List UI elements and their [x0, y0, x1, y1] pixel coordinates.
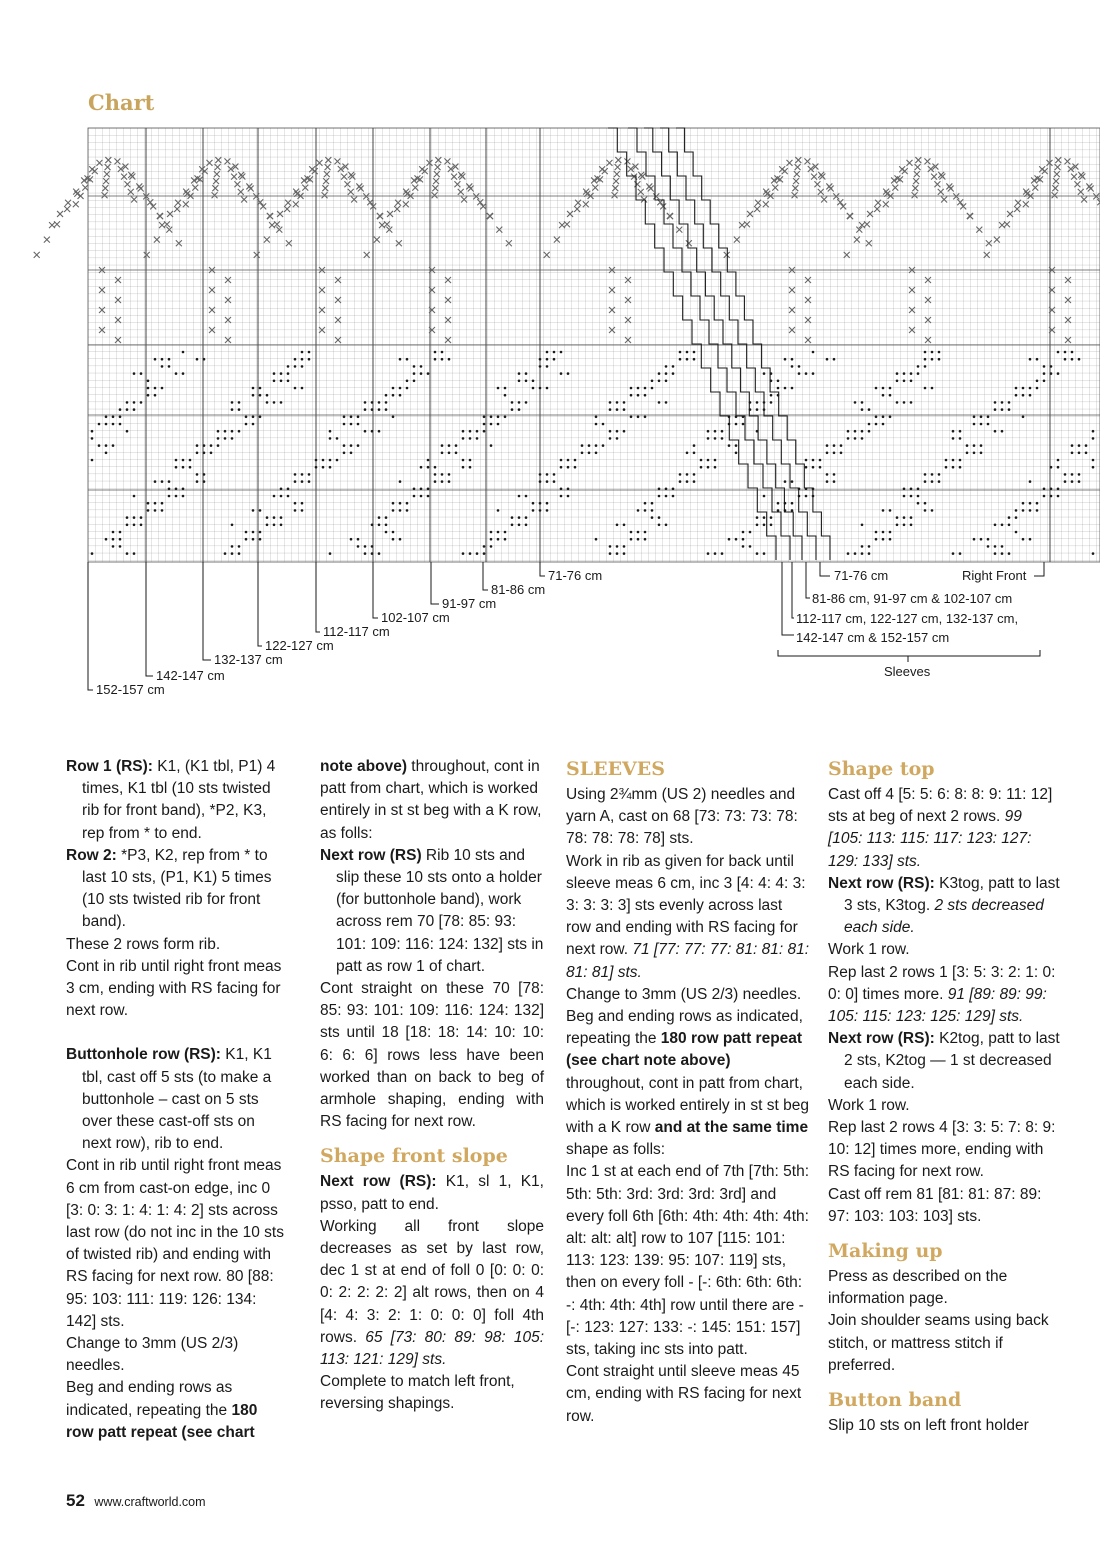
size-label-142-147 cm: 142-147 cm [156, 668, 225, 683]
button-band-text: Slip 10 sts on left front holder [828, 1417, 1029, 1435]
right-guide-line [778, 650, 1040, 656]
note-above: note above) [320, 758, 407, 775]
sleeve-size-label-1: 81-86 cm, 91-97 cm & 102-107 cm [812, 591, 1013, 606]
needle-change: Change to 3mm (US 2/3) needles. [66, 1335, 239, 1375]
cross-stitch [73, 201, 79, 207]
shape-front-slope-heading: Shape front slope [320, 1145, 508, 1168]
next-row-text: Rib 10 sts and slip these 10 sts onto a holder (for buttonhole band), work across rem 70 [78: 85: 93: 101: 109: 116: 124: 132] sts in patt as row 1 of chart. [336, 846, 544, 975]
column-2 [320, 756, 544, 1416]
right-guide-line [806, 562, 810, 598]
cross-stitch [64, 206, 70, 212]
sleeves-pattern-c: shape as folls: [566, 1141, 666, 1159]
size-label-81-86 cm: 81-86 cm [491, 582, 546, 597]
row2-heading: Row 2: [66, 846, 117, 864]
sleeves-cast-on: Using 2¾mm (US 2) needles and yarn A, cast on 68 [73: 73: 73: 78: 78: 78: 78: 78] sts. [566, 786, 798, 848]
column-3 [566, 756, 810, 1428]
top-repeat2: Rep last 2 rows 4 [3: 3: 5: 7: 8: 9: 10: 12] times more, ending with RS facing for next row. [828, 1119, 1056, 1181]
rib-note: These 2 rows form rib. [66, 935, 221, 953]
top-repeat-count: 91 [89: 89: 99: 105: 115: 123: 125: 129] sts. [828, 985, 1047, 1026]
top-next-row2-heading: Next row (RS): [828, 1030, 935, 1048]
size-guide-line [373, 562, 378, 618]
size-guide-line [88, 562, 93, 690]
sleeves-same-time: and at the same time [654, 1119, 809, 1137]
size-guide-line [203, 562, 211, 660]
size-label-112-117 cm: 112-117 cm [323, 624, 390, 639]
sleeves-rib: Work in rib as given for back until sleeve meas 6 cm, inc 3 [4: 4: 4: 3: 3: 3: 3: 3] sts evenly across last row and ending with RS facing for next row. [566, 852, 806, 959]
sleeves-label: Sleeves [884, 664, 931, 679]
slope-row-text: K1, sl 1, K1, psso, patt to end. [320, 1173, 544, 1213]
right-front-size-label: 71-76 cm [834, 568, 889, 583]
cross-stitch [49, 222, 55, 228]
top-work-row: Work 1 row. [828, 941, 910, 959]
sleeves-heading: SLEEVES [566, 758, 665, 780]
cross-stitch [82, 185, 88, 191]
cross-stitch [74, 191, 80, 197]
top-next-row2-text: K2tog, patt to last 2 sts, K2tog — 1 st decreased each side. [844, 1030, 1060, 1092]
buttonhole-heading: Buttonhole row (RS): [66, 1046, 221, 1064]
size-labels [96, 568, 602, 697]
top-next-row-note: 2 sts decreased each side. [844, 897, 1044, 937]
row1-text: K1, (K1 tbl, P1) 4 times, K1 tbl (10 sts twisted rib for front band), *P2, K3, rep from * to end. [82, 758, 276, 842]
making-up-heading: Making up [828, 1240, 943, 1263]
size-guide-line [540, 562, 545, 576]
right-front-label: Right Front [962, 568, 1027, 583]
knitting-chart [0, 0, 1100, 710]
size-guide-line [316, 562, 320, 632]
slope-decreases: Working all front slope decreases as set by last row, dec 1 st at end of foll 0 [0: 0: 0: 0: 2: 2: 2: 2] alt rows, then on 4 [4: 4: 3: 2: 1: 0: 0: 0] foll 4th rows. [320, 1217, 544, 1346]
chart-title: Chart [88, 90, 155, 115]
row2-text: *P3, K2, rep from * to last 10 sts, (P1, K1) 5 times (10 sts twisted rib for front band). [82, 846, 272, 931]
shape-top-heading: Shape top [828, 758, 935, 780]
right-guide-line [1034, 562, 1044, 576]
sleeves-pattern-a: Beg and ending rows as indicated, repeating the [566, 1008, 803, 1048]
buttonhole-text: K1, K1 tbl, cast off 5 sts (to make a buttonhole – cast on 5 sts over these cast-off sts on next row), rib to end. [82, 1046, 272, 1153]
size-guide-line [431, 562, 439, 604]
cont-straight: Cont straight on these 70 [78: 85: 93: 101: 109: 116: 124: 132] sts until 18 [18: 18: 14: 10: 10: 6: 6: 6] rows less have been worked than on back to beg of armhole shaping, ending with RS facing for next row. [320, 980, 544, 1131]
slope-row-heading: Next row (RS): [320, 1173, 437, 1191]
next-row-heading: Next row (RS) [320, 846, 422, 864]
size-label-132-137 cm: 132-137 cm [214, 652, 283, 667]
rib-increase: Cont in rib until right front meas 6 cm from cast-on edge, inc 0 [3: 0: 3: 1: 4: 1: 4: 2] sts across last row (do not inc in the 10 sts of twisted rib) and ending with RS facing for next row. 80 [88: 95: 103: 111: 119: 126: 134: 142] sts. [66, 1157, 284, 1330]
right-guide-line [792, 562, 794, 618]
right-front-labels [796, 568, 1027, 679]
right-guide-line [820, 562, 830, 576]
page-number: 52 [66, 1491, 85, 1510]
cross-stitch [34, 252, 40, 258]
button-band-heading: Button band [828, 1389, 962, 1412]
sleeve-size-label-3: 142-147 cm & 152-157 cm [796, 630, 950, 645]
row1-heading: Row 1 (RS): [66, 758, 153, 775]
top-stitch-count: 99 [105: 113: 115: 117: 123: 127: 129: 133] sts. [828, 808, 1032, 870]
cross-stitch [78, 193, 84, 199]
cross-stitch [65, 200, 71, 206]
top-work-row2: Work 1 row. [828, 1096, 910, 1114]
complete-note: Complete to match left front, reversing shapings. [320, 1373, 515, 1413]
size-label-152-157 cm: 152-157 cm [96, 682, 165, 697]
sleeves-pattern-bold: 180 row patt repeat (see chart note above) [566, 1030, 803, 1070]
sleeves-cont-straight: Cont straight until sleeve meas 45 cm, ending with RS facing for next row. [566, 1363, 802, 1425]
size-label-122-127 cm: 122-127 cm [265, 638, 334, 653]
sleeves-needle-change: Change to 3mm (US 2/3) needles. [566, 985, 802, 1003]
slope-stitch-count: 65 [73: 80: 89: 98: 105: 113: 121: 129] sts. [320, 1328, 545, 1369]
sleeve-size-label-2: 112-117 cm, 122-127 cm, 132-137 cm, [796, 611, 1019, 626]
top-next-row-heading: Next row (RS): [828, 874, 935, 892]
cross-stitch [44, 237, 50, 243]
pattern-start: Beg and ending rows as indicated, repeating the [66, 1379, 233, 1419]
top-cast-off: Cast off 4 [5: 5: 6: 8: 8: 9: 11: 12] sts at beg of next 2 rows. [828, 786, 1053, 826]
size-guide-line [258, 562, 262, 646]
making-up-join: Join shoulder seams using back stitch, or mattress stitch if preferred. [828, 1312, 1049, 1374]
pattern-cont: throughout, cont in patt from chart, which is worked entirely in st st beg with a K row, as folls: [320, 758, 542, 842]
rib-cont: Cont in rib until right front meas 3 cm, ending with RS facing for next row. [66, 957, 282, 1020]
top-next-row-text: K3tog, patt to last 3 sts, K3tog. [844, 874, 1060, 915]
size-guide-line [483, 562, 488, 590]
size-label-102-107 cm: 102-107 cm [381, 610, 450, 625]
top-repeat: Rep last 2 rows 1 [3: 5: 3: 2: 1: 0: 0: 0] times more. [828, 963, 1056, 1003]
column-1 [66, 756, 288, 1444]
sleeves-pattern-b: throughout, cont in patt from chart, which is worked entirely in st st beg with a K row [566, 1074, 809, 1137]
cross-stitch [57, 211, 63, 217]
cross-stitch [81, 177, 87, 183]
size-label-71-76 cm: 71-76 cm [548, 568, 603, 583]
making-up-press: Press as described on the information page. [828, 1268, 1008, 1308]
footer-url[interactable]: www.craftworld.com [94, 1495, 206, 1509]
size-guide-line [146, 562, 153, 676]
pattern-repeat-note: 180 row patt repeat (see chart [66, 1401, 258, 1441]
size-label-91-97 cm: 91-97 cm [442, 596, 497, 611]
page-footer [66, 1491, 206, 1511]
sleeves-stitch-count: 71 [77: 77: 77: 81: 81: 81: 81: 81] sts. [566, 941, 810, 981]
top-cast-off-rem: Cast off rem 81 [81: 81: 87: 89: 97: 103: 103: 103] sts. [828, 1185, 1042, 1225]
sleeves-increases: Inc 1 st at each end of 7th [7th: 5th: 5th: 5th: 3rd: 3rd: 3rd: 3rd] and every foll 6th [6th: 4th: 4th: 4th: 4th: alt: alt: alt] row to 107 [115: 101: 113: 123: 139: 95: 107: 119] sts, then on every foll - [-: 6th: 6th: 6th: -: 4th: 4th: 4th] row until there are - [-: 123: 127: 133: -: 145: 151: 157] sts, taking inc sts into patt. [566, 1163, 809, 1359]
column-4 [828, 756, 1060, 1437]
